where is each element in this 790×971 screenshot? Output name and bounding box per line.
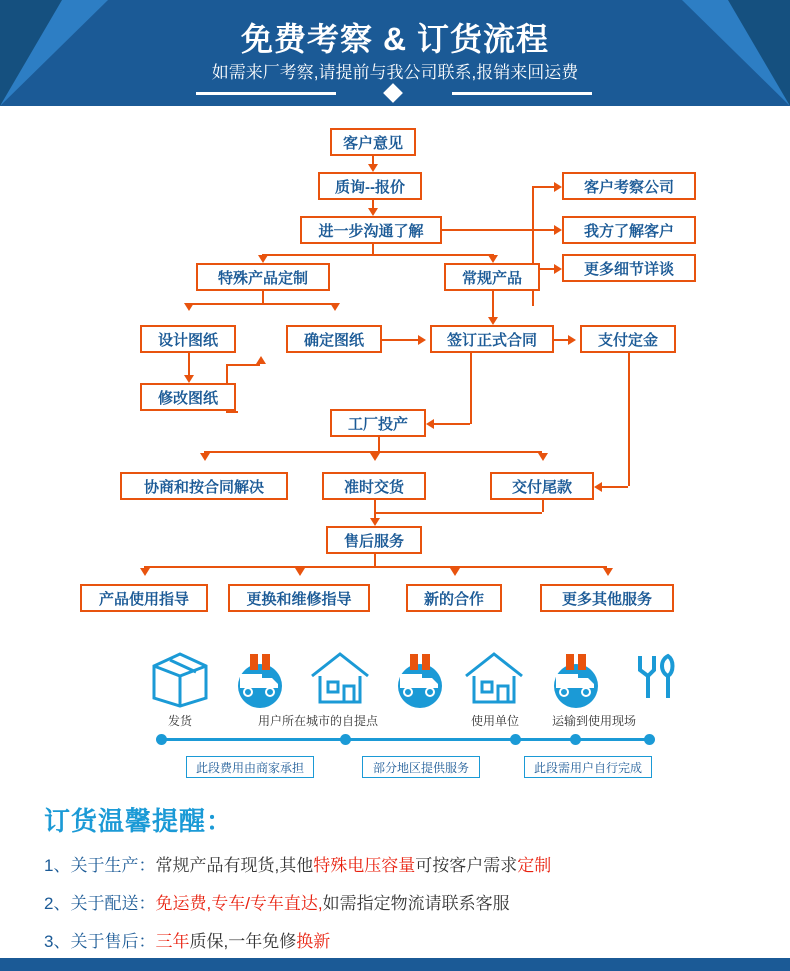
note-label: 关于生产： — [70, 856, 156, 875]
flow-node-custom-product[interactable] — [196, 263, 330, 291]
note-text: 如需指定物流请联系客服 — [322, 894, 510, 913]
flow-node-on-time-delivery[interactable] — [322, 472, 426, 500]
order-notes — [0, 795, 790, 971]
flow-node-label: 质询--报价 — [335, 178, 405, 196]
flow-node-we-understand-customer[interactable] — [562, 216, 696, 244]
flow-node-label: 客户意见 — [342, 134, 403, 152]
flow-node-label: 准时交货 — [343, 478, 404, 496]
flow-node-new-cooperation[interactable] — [406, 584, 502, 612]
arrow-down-icon — [184, 375, 194, 383]
flow-chart — [0, 106, 790, 646]
connector — [262, 254, 494, 256]
flow-node-label: 支付定金 — [597, 331, 658, 349]
arrow-down-icon — [368, 164, 378, 172]
page-title: 免费考察 & 订货流程 — [241, 21, 549, 57]
note-highlight: 特殊电压容量 — [313, 856, 416, 875]
flow-node-standard-product[interactable] — [444, 263, 540, 291]
arrow-down-icon — [370, 518, 380, 526]
truck-icon — [544, 648, 608, 715]
flow-node-customer-opinion[interactable] — [330, 128, 416, 156]
note-row-shipping — [44, 889, 510, 914]
flow-node-label: 进一步沟通了解 — [318, 222, 424, 240]
flow-node-label: 协商和按合同解决 — [143, 478, 264, 496]
arrow-down-icon — [488, 317, 498, 325]
delivery-tag-user-cost: 此段需用户自行完成 — [524, 756, 652, 778]
flow-node-label: 确定图纸 — [303, 331, 364, 349]
arrow-down-icon — [258, 255, 268, 263]
wrench-icon — [628, 650, 684, 711]
connector — [144, 566, 607, 568]
arrow-down-icon — [200, 453, 210, 461]
note-row-after-sales — [44, 927, 330, 952]
arrow-up-icon — [256, 356, 266, 364]
footer-bar — [0, 958, 790, 971]
flow-node-label: 签订正式合同 — [446, 331, 537, 349]
flow-node-label: 设计图纸 — [157, 331, 218, 349]
flow-node-pay-deposit[interactable] — [580, 325, 676, 353]
box-icon — [148, 648, 212, 713]
note-highlight: 三年 — [155, 932, 190, 951]
flow-node-label: 客户考察公司 — [583, 178, 674, 196]
connector — [372, 200, 374, 208]
timeline-dot — [340, 734, 351, 745]
flow-node-inquiry-quote[interactable] — [318, 172, 422, 200]
flow-node-more-details[interactable] — [562, 254, 696, 282]
connector — [542, 500, 544, 512]
connector — [374, 500, 376, 518]
flow-node-usage-guidance[interactable] — [80, 584, 208, 612]
flow-node-replace-repair-guidance[interactable] — [228, 584, 370, 612]
connector — [188, 303, 336, 305]
timeline-dot — [156, 734, 167, 745]
flow-node-label: 特殊产品定制 — [217, 269, 308, 287]
flow-node-label: 售后服务 — [343, 532, 404, 550]
note-number: 2、 — [44, 894, 71, 913]
connector — [188, 353, 190, 375]
connector — [470, 353, 472, 424]
flow-node-final-payment[interactable] — [490, 472, 594, 500]
delivery-label-pickup-point: 用户所在城市的自提点 — [257, 714, 378, 728]
house-icon — [308, 650, 372, 711]
notes-title: 订货温馨提醒： — [44, 806, 234, 836]
page-header — [0, 0, 790, 106]
note-number: 1、 — [44, 856, 71, 875]
arrow-down-icon — [603, 568, 613, 576]
flow-node-label: 更多其他服务 — [561, 590, 652, 608]
flow-node-design-drawing[interactable] — [140, 325, 236, 353]
flow-node-after-sales[interactable] — [326, 526, 422, 554]
note-number: 3、 — [44, 932, 71, 951]
flow-node-label: 我方了解客户 — [583, 222, 674, 240]
arrow-down-icon — [295, 568, 305, 576]
note-highlight: 换新 — [296, 932, 331, 951]
connector — [372, 156, 374, 164]
arrow-down-icon — [488, 255, 498, 263]
arrow-down-icon — [184, 303, 194, 311]
note-row-production — [44, 851, 551, 876]
arrow-right-icon — [554, 182, 562, 192]
connector — [532, 186, 554, 188]
connector — [554, 339, 568, 341]
connector — [434, 423, 470, 425]
header-rule-right — [452, 92, 592, 95]
arrow-left-icon — [426, 419, 434, 429]
note-text: 常规产品有现货,其他 — [155, 856, 314, 875]
note-label: 关于配送： — [70, 894, 156, 913]
header-diamond-icon — [383, 83, 403, 103]
connector — [532, 229, 554, 231]
flow-node-customer-visit[interactable] — [562, 172, 696, 200]
note-text: 可按客户需求 — [415, 856, 518, 875]
flow-node-label: 工厂投产 — [347, 415, 408, 433]
flow-node-label: 更多细节详谈 — [583, 260, 674, 278]
delivery-label-shipping: 发货 — [167, 714, 192, 728]
truck-icon — [388, 648, 452, 715]
delivery-tag-merchant-cost: 此段费用由商家承担 — [186, 756, 314, 778]
note-highlight: 免运费,专车/专车直达, — [155, 894, 323, 913]
connector — [226, 411, 238, 413]
flow-node-label: 产品使用指导 — [98, 590, 189, 608]
arrow-down-icon — [538, 453, 548, 461]
arrow-right-icon — [418, 335, 426, 345]
connector — [628, 353, 630, 486]
arrow-down-icon — [368, 208, 378, 216]
arrow-down-icon — [450, 568, 460, 576]
connector — [382, 339, 418, 341]
note-text: 质保,一年免修 — [189, 932, 297, 951]
timeline-dot — [510, 734, 521, 745]
flow-node-confirm-drawing[interactable] — [286, 325, 382, 353]
delivery-strip — [0, 640, 790, 790]
connector — [442, 229, 532, 231]
flow-node-label: 常规产品 — [461, 269, 522, 287]
arrow-right-icon — [568, 335, 576, 345]
flow-node-label: 更换和维修指导 — [246, 590, 352, 608]
header-rule-left — [196, 92, 336, 95]
flow-node-label: 新的合作 — [423, 590, 484, 608]
timeline-dot — [644, 734, 655, 745]
flow-node-modify-drawing[interactable] — [140, 383, 236, 411]
arrow-right-icon — [554, 225, 562, 235]
connector — [602, 486, 628, 488]
note-highlight: 定制 — [517, 856, 552, 875]
flow-node-more-services[interactable] — [540, 584, 674, 612]
connector — [374, 512, 542, 514]
flow-node-label: 修改图纸 — [157, 389, 218, 407]
arrow-left-icon — [594, 482, 602, 492]
arrow-right-icon — [554, 264, 562, 274]
connector — [378, 437, 380, 451]
flow-node-further-communication[interactable] — [300, 216, 442, 244]
house-icon — [462, 650, 526, 711]
note-label: 关于售后： — [70, 932, 156, 951]
delivery-label-transport-site: 运输到使用现场 — [551, 714, 636, 728]
connector — [374, 554, 376, 566]
flow-node-negotiate-contract[interactable] — [120, 472, 288, 500]
page-subtitle: 如需来厂考察,请提前与我公司联系,报销来回运费 — [211, 63, 579, 82]
flow-node-sign-contract[interactable] — [430, 325, 554, 353]
delivery-tag-partial-regions: 部分地区提供服务 — [362, 756, 480, 778]
timeline-dot — [570, 734, 581, 745]
arrow-down-icon — [370, 453, 380, 461]
truck-icon — [228, 648, 292, 715]
flow-node-label: 交付尾款 — [511, 478, 572, 496]
flow-node-factory-production[interactable] — [330, 409, 426, 437]
arrow-down-icon — [330, 303, 340, 311]
arrow-down-icon — [140, 568, 150, 576]
connector — [226, 364, 260, 366]
delivery-label-user-unit: 使用单位 — [470, 714, 519, 728]
